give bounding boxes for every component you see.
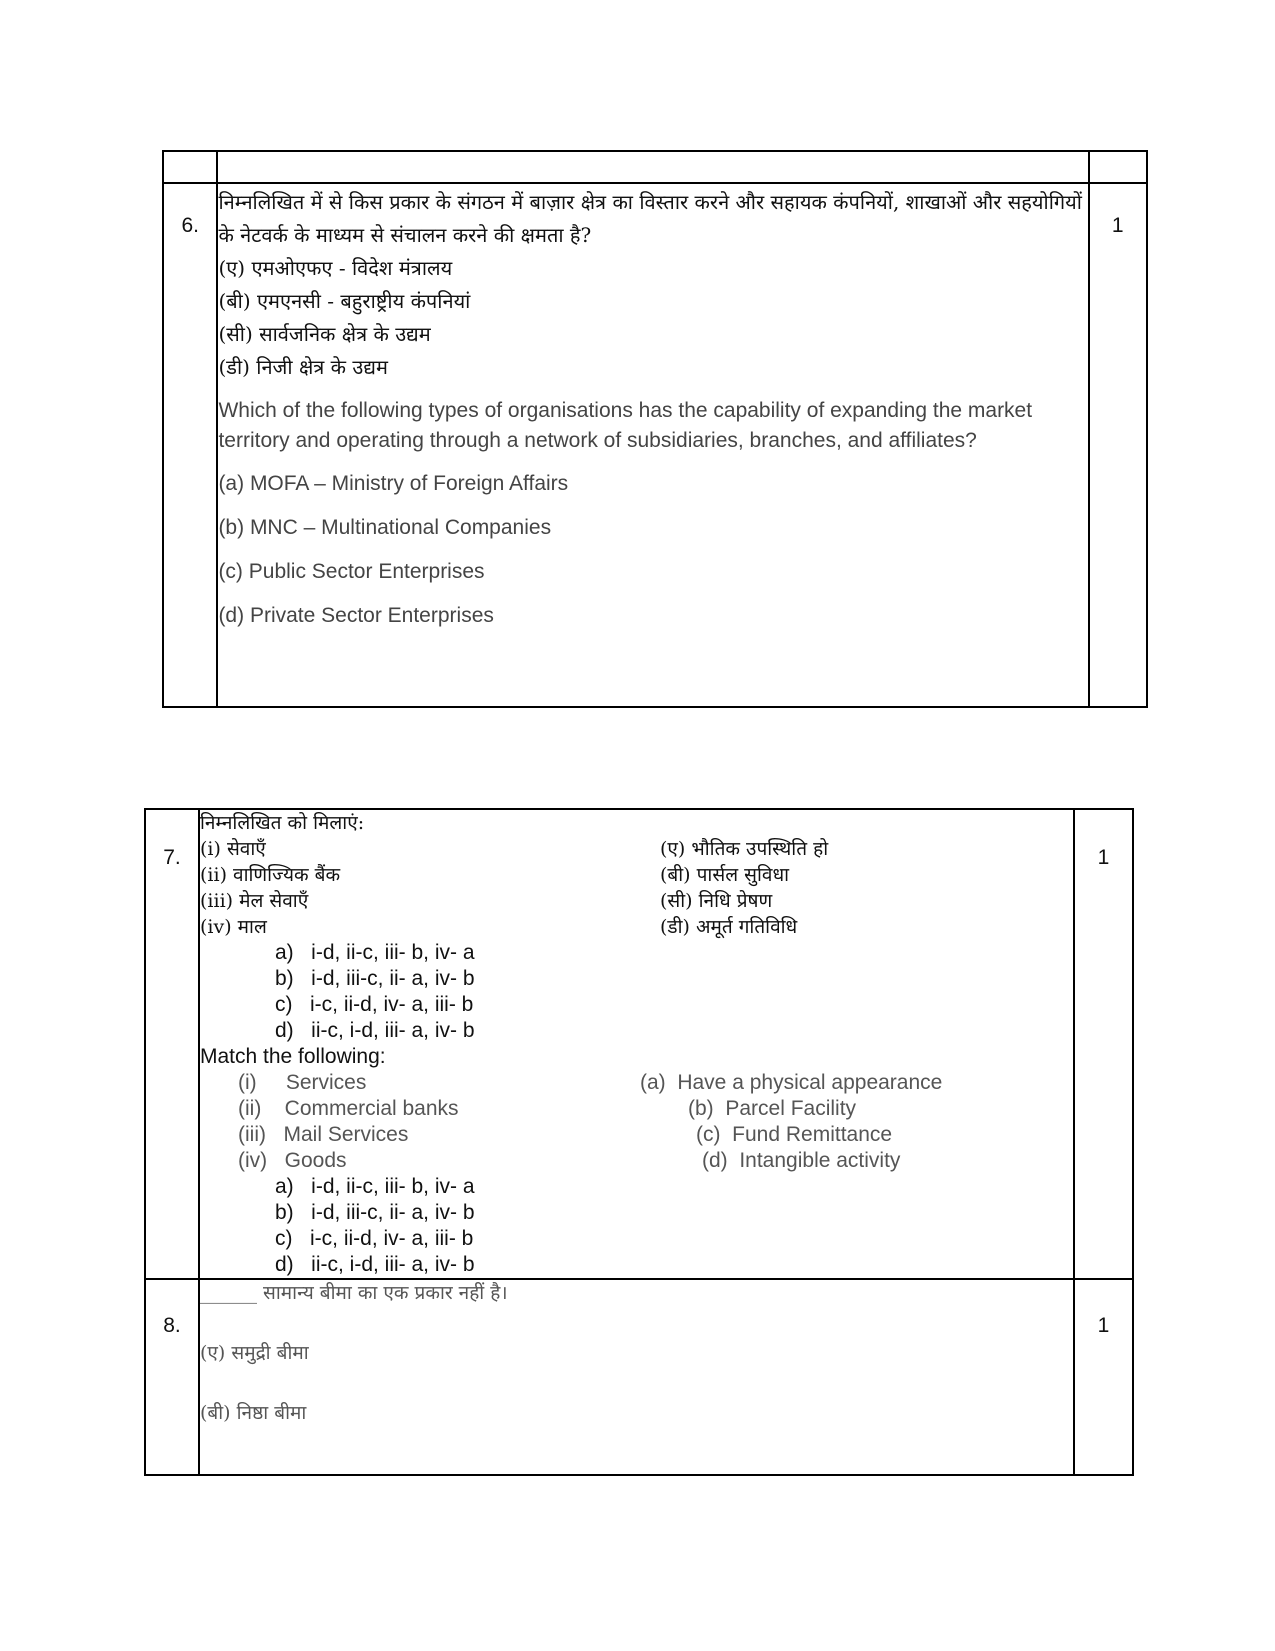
hindi-match-row-1 (200, 836, 1073, 862)
english-right-item: (c) Fund Remittance (696, 1123, 893, 1146)
hindi-right-item: (ए) भौतिक उपस्थिति हो (660, 838, 829, 860)
question-marks: 1 (1074, 1279, 1133, 1475)
english-question: Which of the following types of organisations has the capability of expanding the market territory and operating through a network of subsidiaries, branches, and affiliates? (218, 399, 1033, 452)
hindi-left-item: (i) सेवाएँ (200, 838, 266, 860)
question-body (217, 183, 1088, 707)
question-7-row (145, 809, 1133, 1279)
hindi-left-item: (ii) वाणिज्यिक बैंक (200, 864, 341, 886)
english-match-row-3 (200, 1122, 1073, 1148)
english-match-row-4 (200, 1148, 1073, 1174)
question-marks: 1 (1089, 183, 1147, 707)
question-marks: 1 (1074, 809, 1133, 1279)
english-left-item: (iv) Goods (238, 1149, 347, 1172)
question-body (199, 1279, 1074, 1475)
question-8-row (145, 1279, 1133, 1475)
english-right-item: (b) Parcel Facility (688, 1097, 857, 1120)
question-number: 7. (145, 809, 199, 1279)
header-cell-marks (1089, 151, 1147, 183)
english-option-a: (a) MOFA – Ministry of Foreign Affairs (218, 472, 569, 495)
hindi-question: ______ सामान्य बीमा का एक प्रकार नहीं है। (200, 1282, 508, 1304)
english-option-c: (c) Public Sector Enterprises (218, 560, 485, 583)
answer-option-b: b) i-d, iii-c, ii- a, iv- b (275, 967, 475, 990)
english-answer-option-b: b) i-d, iii-c, ii- a, iv- b (275, 1201, 475, 1224)
hindi-match-row-2 (200, 862, 1073, 888)
hindi-left-item: (iii) मेल सेवाएँ (200, 890, 309, 912)
hindi-option-a: (ए) समुद्री बीमा (200, 1342, 309, 1364)
answer-option-c: c) i-c, ii-d, iv- a, iii- b (275, 993, 474, 1016)
hindi-left-item: (iv) माल (200, 916, 267, 938)
english-option-b: (b) MNC – Multinational Companies (218, 516, 552, 539)
answer-option-d: d) ii-c, i-d, iii- a, iv- b (275, 1019, 475, 1042)
hindi-right-item: (सी) निधि प्रेषण (660, 890, 773, 912)
hindi-right-item: (बी) पार्सल सुविधा (660, 864, 790, 886)
hindi-option-a: (ए) एमओएफए - विदेश मंत्रालय (218, 256, 453, 280)
english-heading: Match the following: (200, 1045, 386, 1068)
english-right-item: (d) Intangible activity (702, 1149, 901, 1172)
english-option-d: (d) Private Sector Enterprises (218, 604, 494, 627)
english-answer-option-d: d) ii-c, i-d, iii- a, iv- b (275, 1253, 475, 1276)
question-6-table (162, 150, 1148, 708)
english-answer-option-a: a) i-d, ii-c, iii- b, iv- a (275, 1175, 475, 1198)
hindi-option-b: (बी) एमएनसी - बहुराष्ट्रीय कंपनियां (218, 289, 471, 313)
question-6-row (163, 183, 1147, 707)
hindi-right-item: (डी) अमूर्त गतिविधि (660, 916, 798, 938)
hindi-option-d: (डी) निजी क्षेत्र के उद्यम (218, 355, 388, 379)
english-match-row-2 (200, 1096, 1073, 1122)
english-left-item: (iii) Mail Services (238, 1123, 409, 1146)
header-row (163, 151, 1147, 183)
header-cell-question (217, 151, 1088, 183)
hindi-match-row-3 (200, 888, 1073, 914)
hindi-match-row-4 (200, 914, 1073, 940)
hindi-option-c: (सी) सार्वजनिक क्षेत्र के उद्यम (218, 322, 431, 346)
hindi-option-b: (बी) निष्ठा बीमा (200, 1402, 307, 1424)
question-7-8-table (144, 808, 1134, 1476)
question-body (199, 809, 1074, 1279)
english-left-item: (ii) Commercial banks (238, 1097, 459, 1120)
english-left-item: (i) Services (238, 1071, 367, 1094)
english-answer-option-c: c) i-c, ii-d, iv- a, iii- b (275, 1227, 474, 1250)
hindi-heading: निम्नलिखित को मिलाएं: (200, 812, 365, 834)
answer-option-a: a) i-d, ii-c, iii- b, iv- a (275, 941, 475, 964)
question-number: 6. (163, 183, 217, 707)
english-right-item: (a) Have a physical appearance (640, 1071, 943, 1094)
english-match-row-1 (200, 1070, 1073, 1096)
header-cell-number (163, 151, 217, 183)
hindi-question: निम्नलिखित में से किस प्रकार के संगठन में बाज़ार क्षेत्र का विस्तार करने और सहायक कंपनियों, शाखाओं और सहयोगियों के नेटवर्क के माध्यम से संचालन करने की क्षमता है? (218, 190, 1082, 247)
question-number: 8. (145, 1279, 199, 1475)
